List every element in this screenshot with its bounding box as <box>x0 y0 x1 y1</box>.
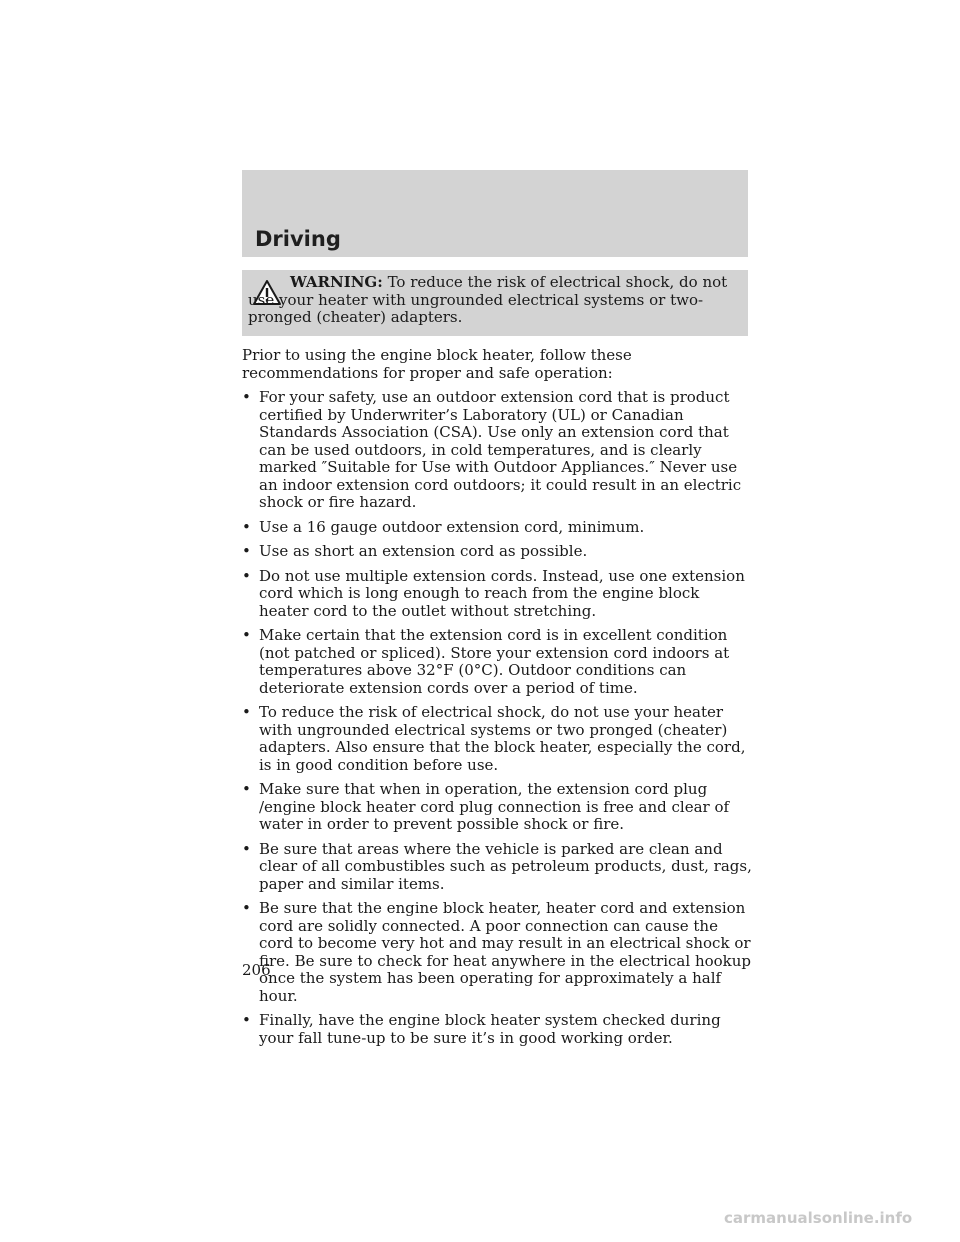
list-item-text: Make sure that when in operation, the extension cord plug /engine block heater cord plug connection is free and clear of water in order to prevent possible shock or fire. <box>259 780 730 833</box>
list-item <box>242 389 752 512</box>
list-item-text: Use as short an extension cord as possible. <box>259 542 588 560</box>
list-item-text: For your safety, use an outdoor extension cord that is product certified by Underwriter’s Laboratory (UL) or Canadian Standards Association (CSA). Use only an extension cord that can be used outdoors, in cold temperatures, and is clearly marked ″Suitable for Use with Outdoor Appliances.″ Never use an indoor extension cord outdoors; it could result in an electric shock or fire hazard. <box>259 388 742 511</box>
watermark[interactable]: carmanualsonline.info <box>724 1209 913 1227</box>
warning-body: To reduce the risk of electrical shock, do not use your heater with ungrounded electrical systems or two-pronged (cheater) adapters. <box>248 273 728 326</box>
bullet-icon: • <box>242 388 251 406</box>
bullet-icon: • <box>242 839 251 858</box>
page-number: 206 <box>242 961 271 979</box>
list-item <box>242 519 752 537</box>
bullet-icon: • <box>242 1011 251 1029</box>
bullet-icon: • <box>242 566 251 585</box>
list-item-text: Finally, have the engine block heater system checked during your fall tune-up to be sure it’s in good working order. <box>259 1011 721 1047</box>
list-item-text: Make certain that the extension cord is in excellent condition (not patched or spliced). Store your extension cord indoors at temperatures above 32°F (0°C). Outdoor conditions can deteriorate extension cords over a period of time. <box>259 626 730 697</box>
recommendation-list <box>242 389 752 1047</box>
bullet-icon: • <box>242 542 251 560</box>
list-item <box>242 841 752 894</box>
list-item-text: Be sure that the engine block heater, heater cord and extension cord are solidly connected. A poor connection can cause the cord to become very hot and may result in an electrical shock or fire. Be sure to check for heat anywhere in the electrical hookup once the system has been operating for approximately a half hour. <box>259 899 752 1005</box>
list-item-text: Do not use multiple extension cords. Instead, use one extension cord which is long enough to reach from the engine block heater cord to the outlet without stretching. <box>259 566 745 620</box>
bullet-icon: • <box>242 899 251 917</box>
list-item <box>242 543 752 561</box>
warning-label: WARNING: <box>290 273 383 291</box>
warning-box <box>242 270 748 336</box>
list-item <box>242 627 752 697</box>
list-item <box>242 1012 752 1047</box>
list-item-text: Use a 16 gauge outdoor extension cord, minimum. <box>259 517 645 536</box>
bullet-icon: • <box>242 703 251 721</box>
section-title: Driving <box>255 227 341 251</box>
list-item <box>242 900 752 1005</box>
content <box>242 347 752 1054</box>
bullet-icon: • <box>242 626 251 644</box>
list-item-text: Be sure that areas where the vehicle is parked are clean and clear of all combustibles such as petroleum products, dust, rags, paper and similar items. <box>259 839 752 893</box>
bullet-icon: • <box>242 517 251 536</box>
list-item <box>242 568 752 621</box>
list-item <box>242 781 752 834</box>
bullet-icon: • <box>242 780 251 798</box>
warning-text <box>248 274 738 327</box>
list-item-text: To reduce the risk of electrical shock, do not use your heater with ungrounded electrical systems or two pronged (cheater) adapters. Also ensure that the block heater, especially the cord, is in good condition before use. <box>259 703 746 774</box>
section-header <box>242 170 748 257</box>
intro-paragraph: Prior to using the engine block heater, follow these recommendations for proper and safe operation: <box>242 346 632 382</box>
list-item <box>242 704 752 774</box>
